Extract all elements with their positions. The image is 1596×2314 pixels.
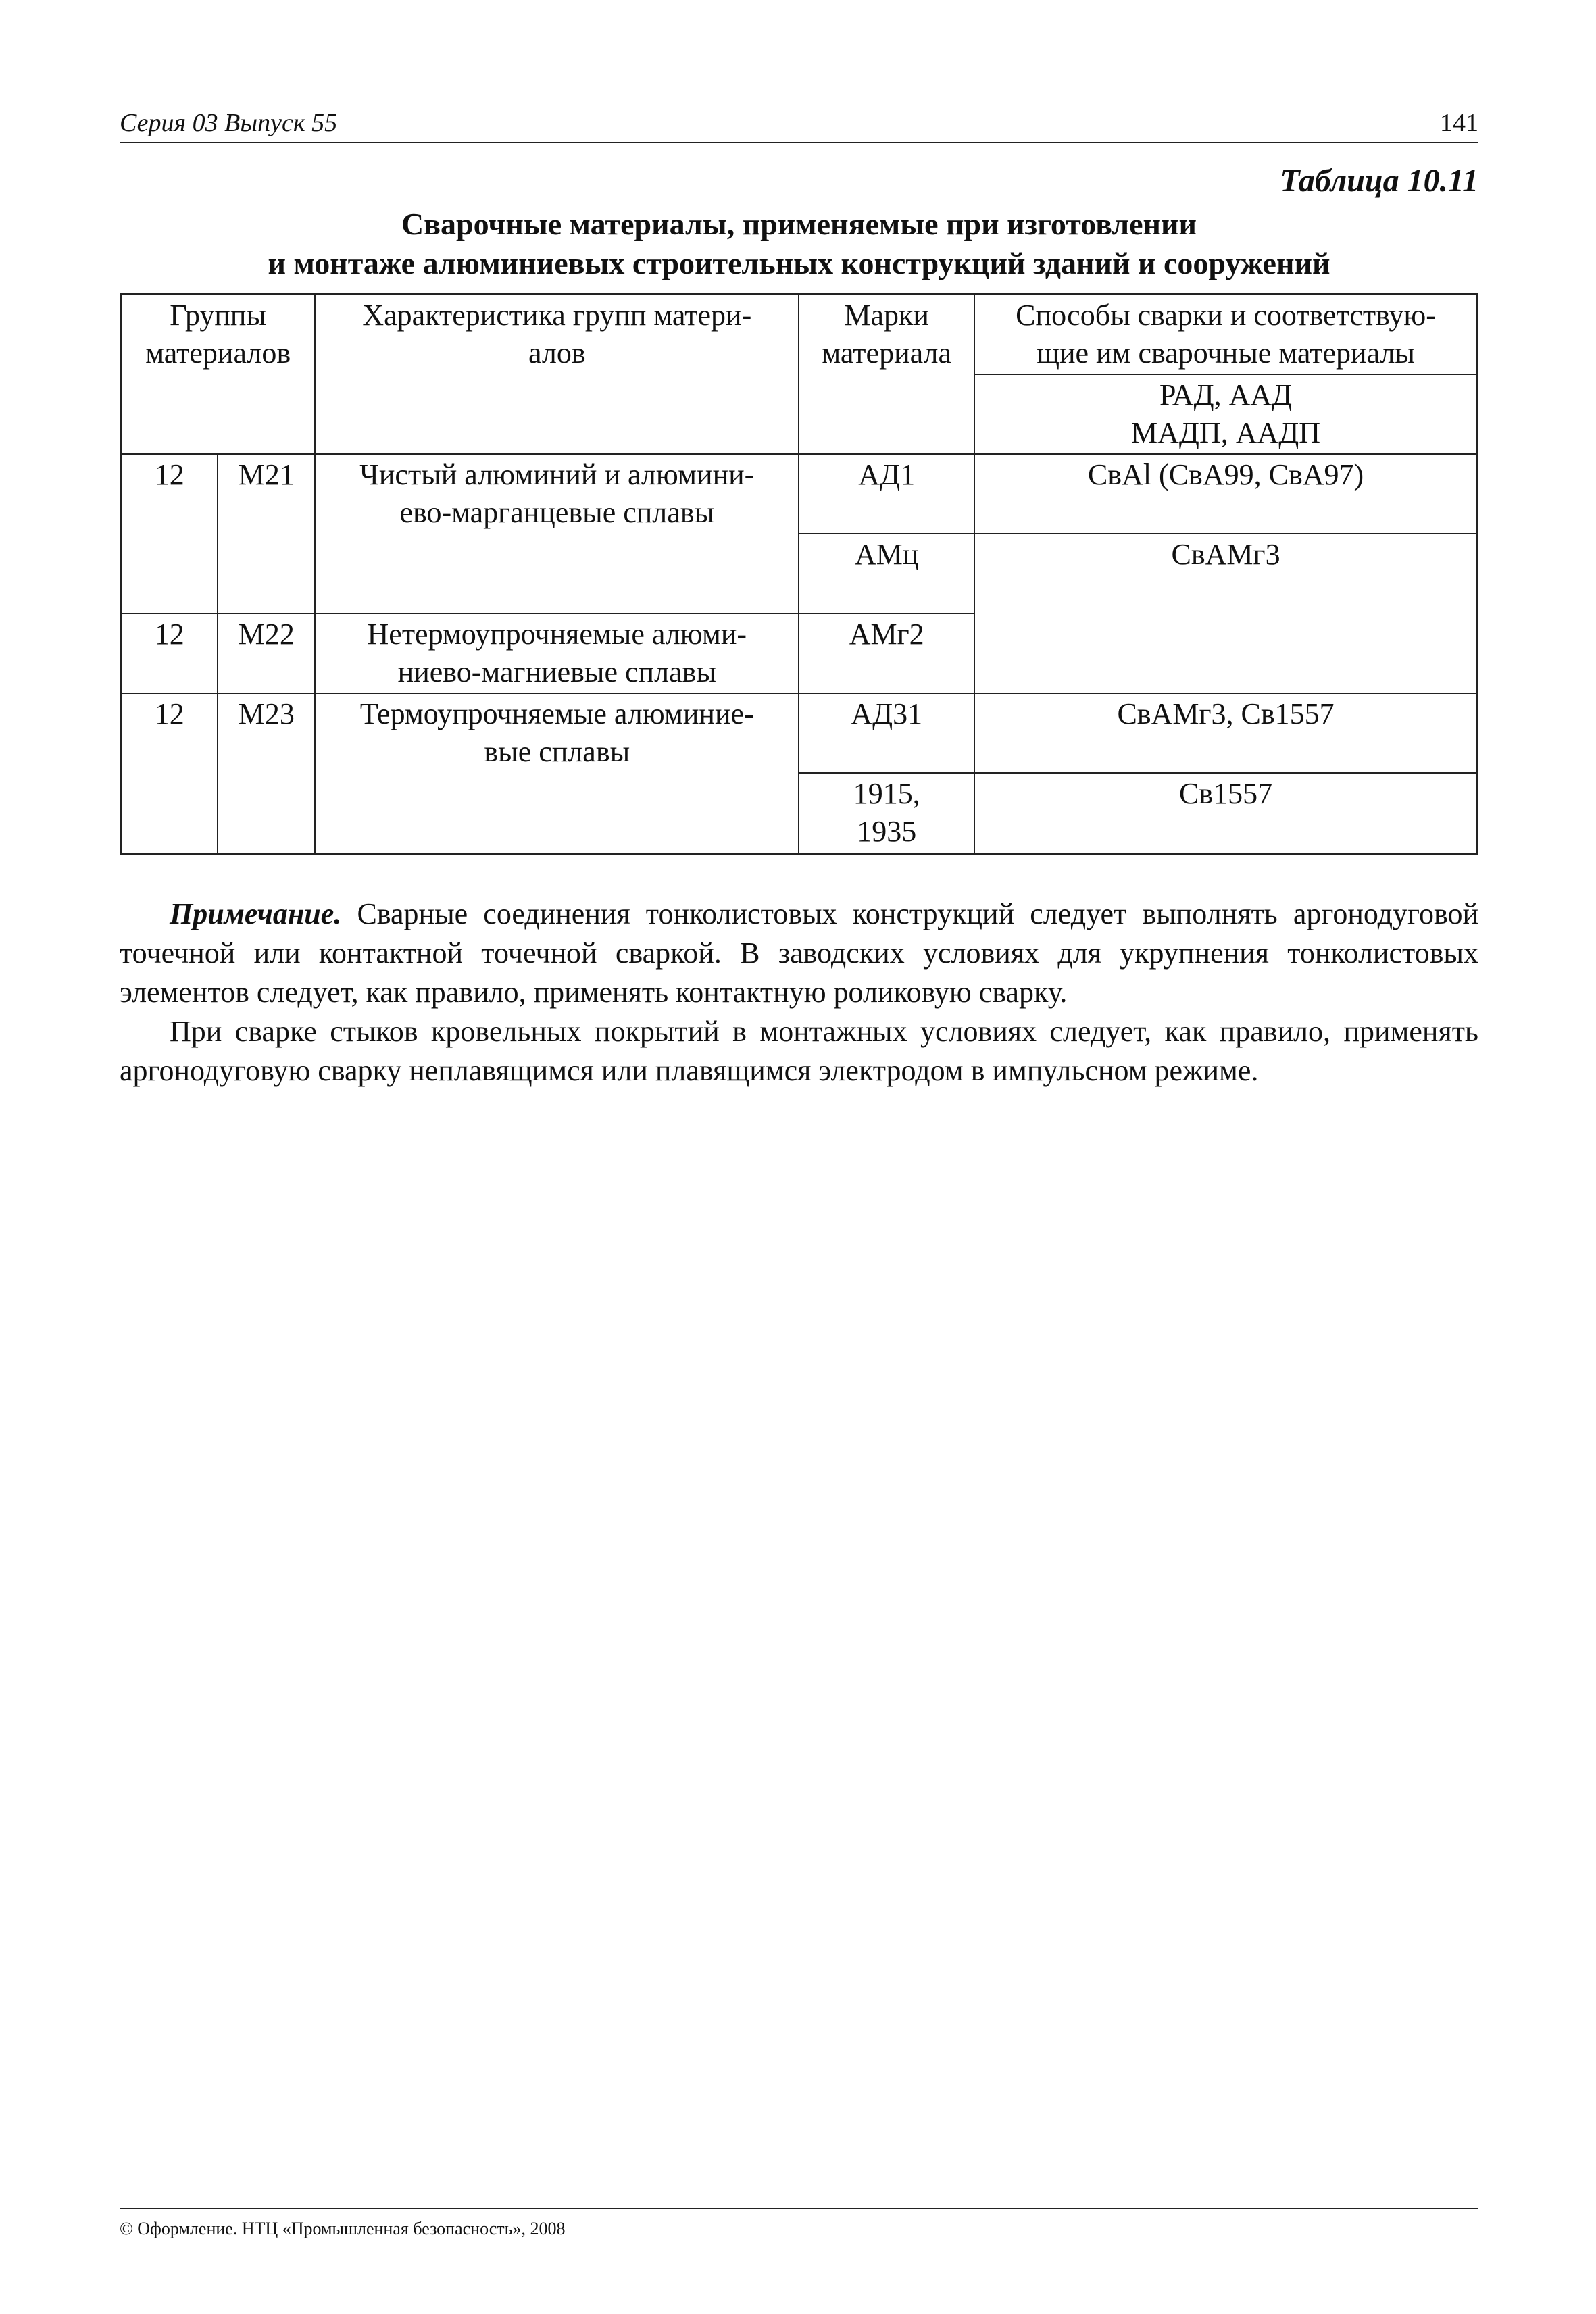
cell-group: 12 bbox=[121, 613, 218, 693]
cell-group: 12 bbox=[121, 693, 218, 854]
cell-characteristic: Термоупрочняемые алюминие- вые сплавы bbox=[315, 693, 799, 854]
cell-material: СвАМг3, Св1557 bbox=[974, 693, 1477, 773]
note-block bbox=[120, 895, 1478, 1090]
header-groups: Группы материалов bbox=[121, 295, 316, 455]
cell-characteristic: Нетермоупрочняемые алюми- ниево-магниевые сплавы bbox=[315, 613, 799, 693]
cell-code: М21 bbox=[218, 454, 315, 613]
cell-grade: АМц bbox=[799, 534, 974, 613]
table-row bbox=[121, 693, 1478, 773]
cell-material: СвАМг3 bbox=[974, 534, 1477, 693]
header-method-sub: РАД, ААД МАДП, ААДП bbox=[974, 374, 1477, 454]
table-title-line-2: и монтаже алюминиевых строительных конструкций зданий и сооружений bbox=[268, 246, 1330, 280]
cell-characteristic: Чистый алюминий и алюмини- ево-марганцевые сплавы bbox=[315, 454, 799, 613]
header-characteristic: Характеристика групп матери- алов bbox=[315, 295, 799, 455]
cell-group: 12 bbox=[121, 454, 218, 613]
cell-grade: АМг2 bbox=[799, 613, 974, 693]
page-number: 141 bbox=[1440, 109, 1478, 137]
cell-grade: АД1 bbox=[799, 454, 974, 534]
table-title-line-1: Сварочные материалы, применяемые при изготовлении bbox=[401, 207, 1197, 241]
table-row bbox=[121, 454, 1478, 534]
note-lead: Примечание. bbox=[170, 897, 342, 930]
series-label: Серия 03 Выпуск 55 bbox=[120, 109, 338, 137]
cell-code: М23 bbox=[218, 693, 315, 854]
header-methods: Способы сварки и соответствую- щие им сварочные материалы bbox=[974, 295, 1477, 375]
note-text-1: Сварные соединения тонколистовых конструкций следует выполнять аргонодуговой точечной или контактной точечной сваркой. В заводских условиях для укрупнения тонколистовых элементов следует, как правило, применять контактную роликовую сварку. bbox=[120, 897, 1478, 1009]
header-grades: Марки материала bbox=[799, 295, 974, 455]
cell-material: СвAl (СвА99, СвА97) bbox=[974, 454, 1477, 534]
cell-code: М22 bbox=[218, 613, 315, 693]
table-title bbox=[120, 205, 1478, 283]
page-footer: © Оформление. НТЦ «Промышленная безопасность», 2008 bbox=[120, 2208, 1478, 2239]
cell-material: Св1557 bbox=[974, 773, 1477, 854]
cell-grade: 1915, 1935 bbox=[799, 773, 974, 854]
welding-materials-table bbox=[120, 293, 1478, 855]
table-label: Таблица 10.11 bbox=[1280, 163, 1478, 199]
page-header bbox=[120, 107, 1478, 143]
cell-grade: АД31 bbox=[799, 693, 974, 773]
note-paragraph-2: При сварке стыков кровельных покрытий в монтажных условиях следует, как правило, применять аргонодуговую сварку неплавящимся или плавящимся электродом в импульсном режиме. bbox=[120, 1015, 1478, 1087]
note-paragraph-1 bbox=[120, 895, 1478, 1012]
